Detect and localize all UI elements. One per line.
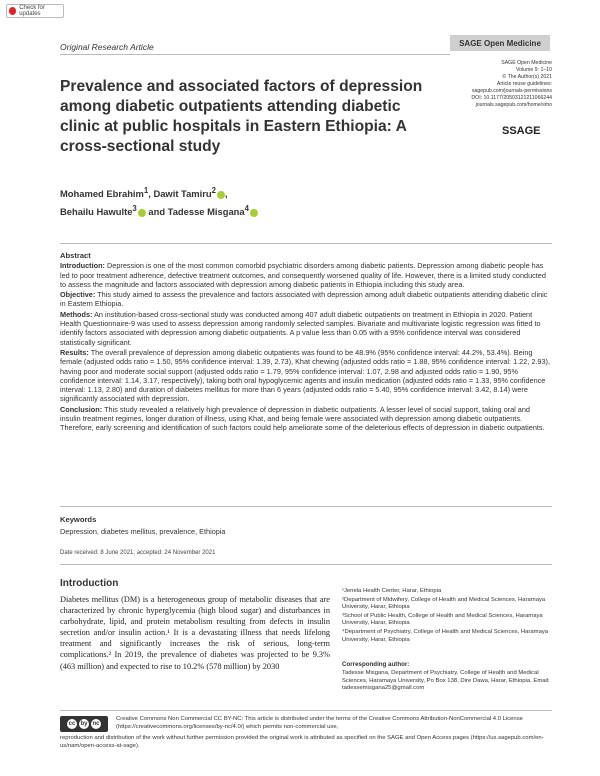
keywords-text: Depression, diabetes mellitus, prevalence, Ethiopia (60, 527, 226, 536)
corresponding-body: Tadesse Misgana, Department of Psychiatry, College of Health and Medical Sciences, Haramaya University, Po Box 138, Dire Dawa, Harar, Ethiopia. Email: tadessemisgana25@gmail.com (342, 670, 550, 692)
divider (60, 564, 552, 565)
abstract-results: Results: The overall prevalence of depression among diabetic outpatients was found to be 48.9% (95% confidence interval: 44.2%, 53.4%). Being female (adjusted odds ratio = 1.50, 95% confidence interval: 1.39, 2.73), Khat chewing (adjusted odds ratio = 1.88, 95% confidence interval: 1.22, 2.93), having poor and moderate social support (adjusted odds ratio = 1.79, 95% confidence interval: 1.07, 2.98 and adjusted odds ratio = 1.90, 95% confidence interval: 1.14, 3.17, respectively), taking both oral hypoglycemic agents and insulin medication (adjusted odds ratio = 1.33, 95% confidence interval: 1.13, 2.80) and duration of diabetes mellitus for more than 6 years (adjusted odds ratio = 5.40, 95% confidence interval: 3.42, 8.14) were significantly associated with depression. (60, 347, 551, 404)
meta-home-link[interactable]: journals.sagepub.com/home/smo (475, 102, 552, 108)
paper-title: Prevalence and associated factors of depression among diabetic outpatients attending diabetic clinic at public hospitals in Eastern Ethiopia: A cross-sectional study (60, 78, 423, 155)
abstract-conclusion: Conclusion: This study revealed a relatively high prevalence of depression in diabetic outpatients. A lesser level of social support, taking oral and insulin treatment regimes, longer duration of illness, using Khat, and being female were associated with depression among diabetic outpatients. Therefore, early screening and identification of such factors could help ameliorate some of the deleterious effects of depression in diabetic outpatients. (60, 404, 545, 433)
introduction-body: Diabetes mellitus (DM) is a heterogeneous group of metabolic diseases that are characterized by chronic hyperglycemia (high blood sugar) and disturbances in carbohydrate, lipid, and protein metabolism resulting from defects in insulin secretion and/or insulin action.¹ It is a devastating illness that needs lifelong treatment and significantly increases the risk of serious, long-term complications.² In 2019, the prevalence of diabetes was projected to be 9.3% (463 million) and expected to rise to 10.2% (578 million) by 2030 (60, 595, 330, 671)
check-updates-icon (9, 7, 16, 15)
affiliation: ⁴Department of Psychiatry, College of Health and Medical Sciences, Haramaya University, Harar, Ethiopia (342, 628, 549, 643)
meta-copyright: © The Author(s) 2021 (502, 74, 552, 80)
license-text-continued: reproduction and distribution of the work without further permission provided the original work is attributed as specified on the SAGE and Open Access pages (https://us.sagepub.com/en-us/nam/open-access-at-sage). (60, 735, 544, 749)
abstract-introduction: Introduction: Depression is one of the most common comorbid psychiatric disorders among diabetic patients. Depression among diabetic people has led to poor treatment adherence, defective treatment outcomes, and consequently worsened quality of life. However, there is a limited study conducted to assess the magnitude and factors associated with depression among diabetic patients in Ethiopia including this study area. (60, 261, 546, 289)
orcid-icon[interactable] (250, 209, 258, 217)
abstract (60, 251, 552, 434)
affil-marker: 3 (132, 204, 137, 214)
divider (60, 243, 552, 244)
check-for-updates-badge[interactable]: Check for updates (6, 4, 64, 18)
keywords-heading: Keywords (60, 515, 97, 524)
meta-reuse: Article reuse guidelines: (496, 81, 552, 87)
divider (60, 506, 552, 507)
meta-volume: Volume 9: 1–10 (515, 67, 552, 73)
journal-meta (440, 60, 552, 109)
license-text: Creative Commons Non Commercial CC BY-NC: This article is distributed under the terms of the Creative Commons Attribution-NonCommercial 4.0 License (https://creativecommons.org/licenses/by-nc/4.0/) which permits non-commercial use, (116, 716, 523, 730)
affil-marker: 4 (244, 204, 249, 214)
journal-tag: SAGE Open Medicine (450, 35, 550, 51)
orcid-icon[interactable] (138, 209, 146, 217)
author-name: Mohamed Ebrahim (60, 188, 144, 200)
meta-journal: SAGE Open Medicine (501, 60, 552, 66)
affiliation: ²Department of Midwifery, College of Health and Medical Sciences, Haramaya University, Harar, Ethiopia (342, 596, 546, 611)
sage-logo: SSAGE (502, 125, 541, 137)
affil-marker: 1 (143, 186, 149, 195)
divider (60, 54, 450, 55)
affiliation: ³School of Public Health, College of Health and Medical Sciences, Haramaya University, Harar, Ethiopia (342, 612, 543, 627)
meta-permissions-link[interactable]: sagepub.com/journals-permissions (471, 88, 552, 94)
author-conjunction: and (148, 206, 166, 218)
introduction-heading: Introduction (60, 578, 119, 589)
by-icon: by (80, 721, 88, 727)
affiliations (342, 588, 554, 645)
abstract-objective: Objective: This study aimed to assess the prevalence and factors associated with depression among adult diabetic outpatients attending diabetic clinic in Eastern Ethiopia. (60, 290, 548, 309)
dates: Date received: 8 June 2021; accepted: 24 November 2021 (60, 550, 216, 556)
orcid-icon[interactable] (217, 191, 225, 199)
cc-license-badge[interactable] (60, 716, 108, 732)
nc-icon: nc (92, 721, 100, 727)
meta-doi[interactable]: DOI: 10.1177/20503121211066244 (471, 95, 552, 101)
cc-icon: cc (68, 721, 76, 727)
abstract-methods: Methods: An institution-based cross-sectional study was conducted among 407 adult diabetic outpatients on treatment in Ethiopia in 2020. Patient Health Questionnaire-9 was used to assess depression among randomly selected samples. Bivariate and multivariate logistic regression was fitted to identify factors associated with depression among diabetic outpatients. A p value less than 0.05 with a 95% confidence interval was considered statistically significant. (60, 309, 541, 347)
divider (60, 710, 552, 711)
author-name: Dawit Tamiru (153, 188, 212, 200)
author-name: Tadesse Misgana (167, 206, 245, 218)
abstract-heading: Abstract (60, 251, 91, 260)
article-type: Original Research Article (60, 42, 154, 52)
corresponding-heading: Corresponding author: (342, 661, 410, 668)
authors: Mohamed Ebrahim$^1$, Dawit Tamiru$^2$ , Behailu Hawulte$^3$ and Tadesse Misgana$^4$ (60, 183, 420, 219)
affiliation: ¹Jenela Health Center, Harar, Ethiopia (342, 588, 442, 594)
affil-marker: 2 (211, 186, 216, 195)
author-name: Behailu Hawulte (60, 206, 133, 218)
